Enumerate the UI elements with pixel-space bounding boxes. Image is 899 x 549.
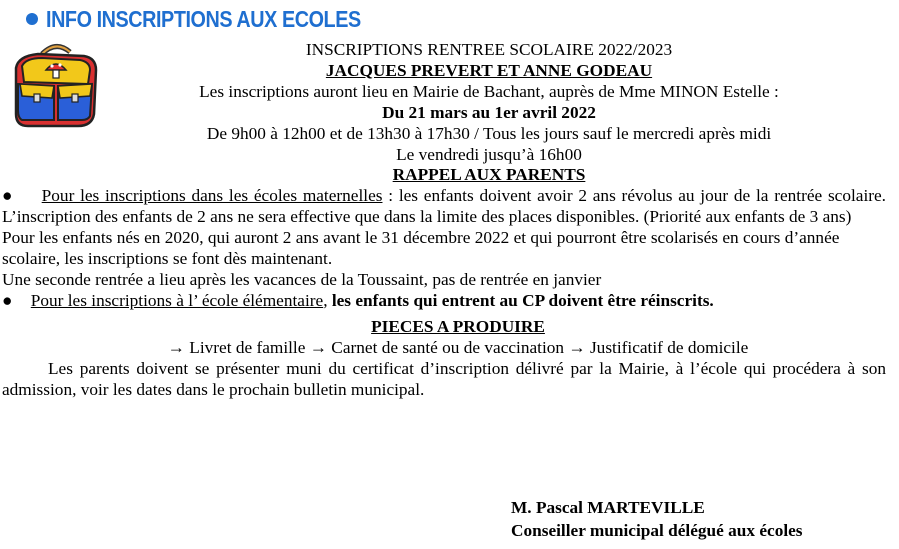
reminder-heading: RAPPEL AUX PARENTS (392, 165, 586, 185)
second-rentree-line: Une seconde rentrée a lieu après les vacances de la Toussaint, pas de rentrée en janvier (2, 269, 602, 289)
hours-line: De 9h00 à 12h00 et de 13h30 à 17h30 / Tous les jours sauf le mercredi après midi (206, 123, 772, 143)
bullet-icon: ● (2, 186, 14, 206)
elementaire-link-text: Pour les inscriptions à l’ école élémentaire (30, 290, 324, 310)
maternelle-link-text: Pour les inscriptions dans les écoles maternelles (41, 186, 383, 206)
maternelle-paragraph (2, 186, 886, 228)
dates-line: Du 21 mars au 1er avril 2022 (382, 102, 596, 122)
bullet-icon: ● (2, 290, 13, 310)
born-2020-paragraph: Pour les enfants nés en 2020, qui auront 2 ans avant le 31 décembre 2022 et qui pourront être scolarisés en cours d’année scolaire, les inscriptions se font dès maintenant. (2, 228, 840, 269)
elementaire-paragraph (2, 291, 886, 312)
location-line: Les inscriptions auront lieu en Mairie de Bachant, auprès de Mme MINON Estelle : (199, 81, 779, 101)
schools-line: JACQUES PREVERT ET ANNE GODEAU (325, 60, 653, 80)
documents-line: → Livret de famille → Carnet de santé ou de vaccination → Justificatif de domicile (167, 337, 749, 357)
signature-block (511, 496, 803, 542)
signature-role: Conseiller municipal délégué aux écoles (511, 521, 803, 540)
signature-name: M. Pascal MARTEVILLE (511, 498, 705, 517)
document-body (2, 40, 886, 400)
title-line: INSCRIPTIONS RENTREE SCOLAIRE 2022/2023 (305, 40, 673, 59)
bullet-icon (26, 13, 38, 25)
page-header (26, 4, 412, 34)
documents-heading: PIECES A PRODUIRE (371, 316, 545, 336)
elementaire-text: les enfants qui entrent au CP doivent être réinscrits. (327, 290, 714, 310)
comma: , (323, 290, 328, 310)
page-title: INFO INSCRIPTIONS AUX ECOLES (46, 5, 361, 32)
friday-line: Le vendredi jusqu’à 16h00 (396, 144, 582, 164)
maternelle-text: : les enfants doivent avoir 2 ans révolus au jour de la rentrée scolaire. L’inscription des enfants de 2 ans ne sera effective que dans la limite des places disponibles. (Priorité aux enfants de 3 ans) (2, 186, 886, 227)
certificate-paragraph: Les parents doivent se présenter muni du certificat d’inscription délivré par la Mairie, à l’école qui procédera à son admission, voir les dates dans le prochain bulletin municipal. (2, 358, 886, 399)
